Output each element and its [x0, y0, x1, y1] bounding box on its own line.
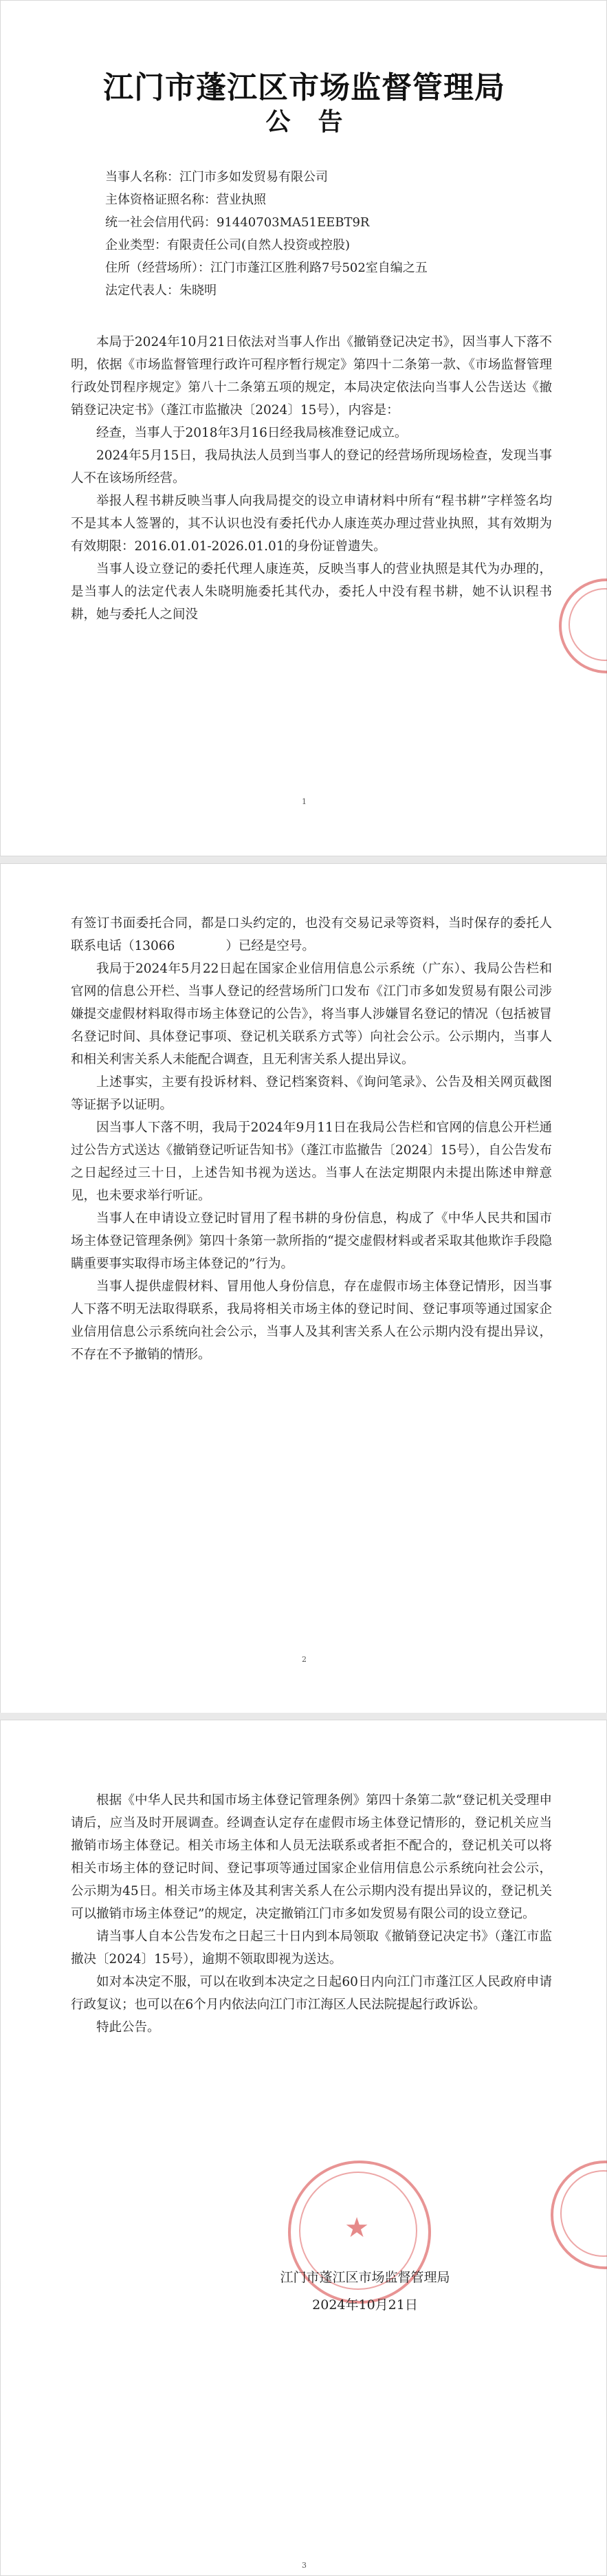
paragraph: 请当事人自本公告发布之日起三十日内到本局领取《撤销登记决定书》（蓬江市监撤决〔2024〕15号），逾期不领取即视为送达。 — [71, 1929, 552, 1967]
sign-date: 2024年10月21日 — [312, 2297, 418, 2313]
paragraph: 举报人程书耕反映当事人向我局提交的设立申请材料中所有“程书耕”字样签名均不是其本人签署的，其不认识也没有委托代办人康连英办理过营业执照，其有效期为有效期限：2016.01.01-2026.01.01的身份证曾遗失。 — [71, 494, 552, 554]
page3-body — [71, 1789, 552, 2039]
party-name: 当事人名称：江门市多如发贸易有限公司 — [105, 170, 328, 184]
document-page-3 — [0, 1720, 607, 2576]
paragraph: 2024年5月15日，我局执法人员到当事人的登记的经营场所现场检查，发现当事人不在该场所经营。 — [71, 448, 552, 486]
party-rep: 法定代表人：朱晓明 — [105, 283, 217, 298]
sign-org: 江门市蓬江区市场监督管理局 — [280, 2270, 450, 2285]
party-credit-code: 统一社会信用代码：91440703MA51EEBT9R — [105, 215, 370, 230]
party-type: 企业类型：有限责任公司(自然人投资或控股) — [105, 238, 351, 252]
party-cert-type: 主体资格证照名称：营业执照 — [105, 193, 266, 207]
paragraph: 上述事实，主要有投诉材料、登记档案资料、《询问笔录》、公告及相关网页截图等证据予以证明。 — [71, 1075, 552, 1112]
party-info — [105, 166, 545, 302]
paragraph: 当事人在申请设立登记时冒用了程书耕的身份信息，构成了《中华人民共和国市场主体登记管理条例》第四十条第一款所指的“提交虚假材料或者采取其他欺诈手段隐瞒重要事实取得市场主体登记的”行为。 — [71, 1211, 552, 1271]
page-separator — [0, 856, 607, 863]
page-number: 3 — [302, 2561, 307, 2570]
paragraph: 经查，当事人于2018年3月16日经我局核准登记成立。 — [96, 426, 408, 440]
org-title: 江门市蓬江区市场监督管理局 — [103, 70, 505, 105]
paragraph: 特此公告。 — [96, 2020, 160, 2035]
signature-block — [228, 2264, 503, 2319]
page1-body — [71, 331, 552, 626]
party-address: 住所（经营场所）：江门市蓬江区胜利路7号502室自编之五 — [105, 261, 428, 275]
paragraph: 本局于2024年10月21日依法对当事人作出《撤销登记决定书》，因当事人下落不明，依据《市场监督管理行政许可程序暂行规定》第四十二条第一款、《市场监督管理行政处罚程序规定》第八十二条第五项的规定，本局决定依法向当事人公告送达《撤销登记决定书》（蓬江市监撤决〔2024〕15号），内容是： — [71, 335, 552, 418]
paragraph: 因当事人下落不明，我局于2024年9月11日在我局公告栏和官网的信息公开栏通过公告方式送达《撤销登记听证告知书》（蓬江市监撤告〔2024〕15号），自公告发布之日起经过三十日，上述告知书视为送达。当事人在法定期限内未提出陈述申辩意见，也未要求举行听证。 — [71, 1121, 552, 1203]
document-page-1 — [0, 0, 607, 856]
page-number: 2 — [302, 1655, 307, 1664]
seal-star-icon: ★ — [344, 2212, 369, 2244]
page-number: 1 — [302, 797, 307, 806]
document-page-2 — [0, 863, 607, 1720]
page-separator — [0, 1713, 607, 1720]
paragraph: 有签订书面委托合同，都是口头约定的，也没有交易记录等资料，当时保存的委托人联系电话（13066 ）已经是空号。 — [71, 916, 552, 953]
paragraph: 当事人提供虚假材料、冒用他人身份信息，存在虚假市场主体登记情形，因当事人下落不明无法取得联系，我局将相关市场主体的登记时间、登记事项等通过国家企业信用信息公示系统向社会公示，当事人及其利害关系人在公示期内没有提出异议，不存在不予撤销的情形。 — [71, 1279, 552, 1362]
paragraph: 如对本决定不服，可以在收到本决定之日起60日内向江门市蓬江区人民政府申请行政复议；也可以在6个月内依法向江门市江海区人民法院提起行政诉讼。 — [71, 1975, 552, 2012]
doc-type-title: 公告 — [265, 108, 371, 136]
paragraph: 当事人设立登记的委托代理人康连英，反映当事人的营业执照是其代为办理的，是当事人的法定代表人朱晓明施委托其代办，委托人中没有程书耕，她不认识程书耕，她与委托人之间没 — [71, 562, 552, 622]
page2-body — [71, 912, 552, 1366]
paragraph: 根据《中华人民共和国市场主体登记管理条例》第四十条第二款“登记机关受理申请后，应当及时开展调查。经调查认定存在虚假市场主体登记情形的，登记机关应当撤销市场主体登记。相关市场主体和人员无法联系或者拒不配合的，登记机关可以将相关市场主体的登记时间、登记事项等通过国家企业信用信息公示系统向社会公示，公示期为45日。相关市场主体及其利害关系人在公示期内没有提出异议的，登记机关可以撤销市场主体登记”的规定，决定撤销江门市多如发贸易有限公司的设立登记。 — [71, 1793, 552, 1921]
paragraph: 我局于2024年5月22日起在国家企业信用信息公示系统（广东）、我局公告栏和官网的信息公开栏、当事人登记的经营场所门口发布《江门市多如发贸易有限公司涉嫌提交虚假材料取得市场主体登记的公告》，将当事人涉嫌冒名登记的情况（包括被冒名登记时间、具体登记事项、登记机关联系方式等）向社会公示。公示期内，当事人和相关利害关系人未能配合调查，且无利害关系人提出异议。 — [71, 962, 552, 1067]
